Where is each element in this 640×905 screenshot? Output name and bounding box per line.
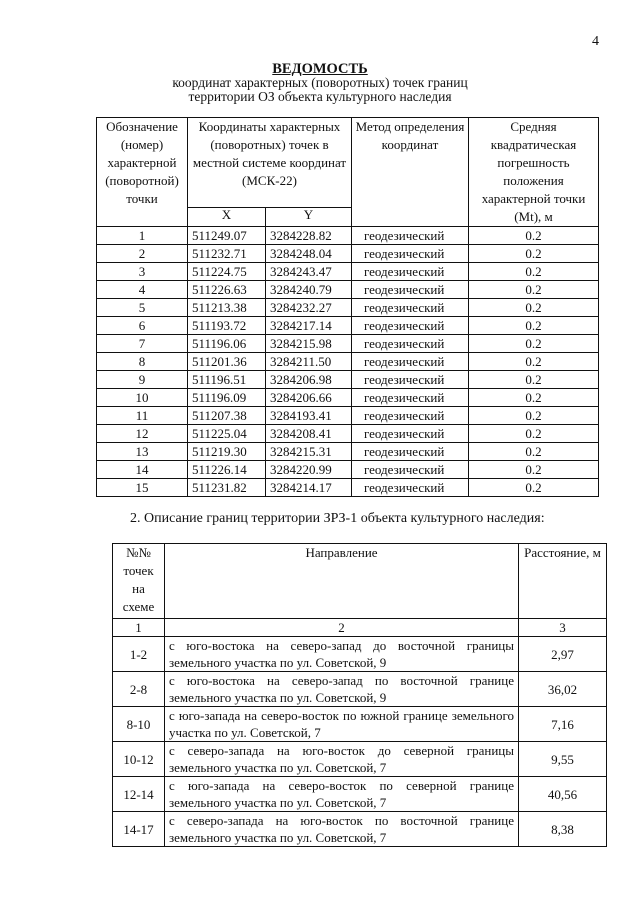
table-row	[113, 742, 607, 777]
coordinates-table-body	[97, 227, 599, 497]
coord-y: 3284243.47	[266, 263, 352, 281]
document-subtitle-line-2: территории ОЗ объекта культурного наследия	[188, 89, 452, 104]
error-mt: 0.2	[469, 335, 599, 353]
header-distance: Расстояние, м	[519, 544, 607, 619]
coord-y: 3284211.50	[266, 353, 352, 371]
borders-table	[112, 543, 607, 847]
error-mt: 0.2	[469, 479, 599, 497]
coord-x: 511196.09	[188, 389, 266, 407]
method: геодезический	[352, 371, 469, 389]
method: геодезический	[352, 389, 469, 407]
error-mt: 0.2	[469, 389, 599, 407]
point-number: 14	[97, 461, 188, 479]
coord-y: 3284206.66	[266, 389, 352, 407]
method: геодезический	[352, 227, 469, 245]
coord-x: 511207.38	[188, 407, 266, 425]
point-number: 10	[97, 389, 188, 407]
header-x: X	[188, 208, 266, 227]
point-number: 5	[97, 299, 188, 317]
coord-y: 3284206.98	[266, 371, 352, 389]
coord-y: 3284220.99	[266, 461, 352, 479]
header-points: №№ точек на схеме	[113, 544, 165, 619]
coord-x: 511196.06	[188, 335, 266, 353]
segment-distance: 9,55	[519, 742, 607, 777]
header-method: Метод определения координат	[352, 118, 469, 227]
coord-y: 3284215.31	[266, 443, 352, 461]
table-row	[97, 281, 599, 299]
coord-y: 3284217.14	[266, 317, 352, 335]
segment-points: 12-14	[113, 777, 165, 812]
coord-x: 511196.51	[188, 371, 266, 389]
table-row	[97, 353, 599, 371]
coord-y: 3284214.17	[266, 479, 352, 497]
point-number: 12	[97, 425, 188, 443]
coord-x: 511219.30	[188, 443, 266, 461]
coord-y: 3284248.04	[266, 245, 352, 263]
error-mt: 0.2	[469, 425, 599, 443]
coord-y: 3284193.41	[266, 407, 352, 425]
coord-y: 3284232.27	[266, 299, 352, 317]
table-row	[113, 812, 607, 847]
point-number: 11	[97, 407, 188, 425]
coord-x: 511231.82	[188, 479, 266, 497]
error-mt: 0.2	[469, 407, 599, 425]
segment-distance: 2,97	[519, 637, 607, 672]
coord-x: 511225.04	[188, 425, 266, 443]
coord-y: 3284215.98	[266, 335, 352, 353]
coord-x: 511201.36	[188, 353, 266, 371]
error-mt: 0.2	[469, 281, 599, 299]
coord-y: 3284208.41	[266, 425, 352, 443]
method: геодезический	[352, 479, 469, 497]
point-number: 13	[97, 443, 188, 461]
table-row	[97, 263, 599, 281]
coord-x: 511249.07	[188, 227, 266, 245]
point-number: 3	[97, 263, 188, 281]
segment-points: 10-12	[113, 742, 165, 777]
table-row	[97, 443, 599, 461]
table-row	[97, 317, 599, 335]
coord-x: 511213.38	[188, 299, 266, 317]
point-number: 1	[97, 227, 188, 245]
coord-x: 511226.63	[188, 281, 266, 299]
page-number: 4	[592, 34, 599, 49]
segment-distance: 40,56	[519, 777, 607, 812]
table-row	[97, 461, 599, 479]
error-mt: 0.2	[469, 299, 599, 317]
coord-y: 3284240.79	[266, 281, 352, 299]
segment-points: 1-2	[113, 637, 165, 672]
point-number: 15	[97, 479, 188, 497]
method: геодезический	[352, 461, 469, 479]
method: геодезический	[352, 443, 469, 461]
segment-direction: с юго-запада на северо-восток по северной границе земельного участка по ул. Советской, 7	[165, 777, 519, 812]
header-y: Y	[266, 208, 352, 227]
table-row	[97, 371, 599, 389]
table-row	[113, 672, 607, 707]
borders-table-body	[113, 637, 607, 847]
error-mt: 0.2	[469, 443, 599, 461]
index-col-2: 2	[165, 619, 519, 637]
segment-distance: 36,02	[519, 672, 607, 707]
segment-direction: с юго-востока на северо-запад по восточной границе земельного участка по ул. Советской, 9	[165, 672, 519, 707]
point-number: 7	[97, 335, 188, 353]
table-row	[97, 425, 599, 443]
segment-points: 14-17	[113, 812, 165, 847]
table-row	[113, 707, 607, 742]
segment-direction: с юго-востока на северо-запад до восточной границы земельного участка по ул. Советской, 9	[165, 637, 519, 672]
method: геодезический	[352, 353, 469, 371]
header-designation: Обозначение (номер) характерной (поворотной) точки	[97, 118, 188, 227]
point-number: 2	[97, 245, 188, 263]
method: геодезический	[352, 407, 469, 425]
header-coordinates: Координаты характерных (поворотных) точек в местной системе координат (МСК-22)	[188, 118, 352, 208]
segment-direction: с северо-запада на юго-восток по восточной границе земельного участка по ул. Советской, 7	[165, 812, 519, 847]
point-number: 6	[97, 317, 188, 335]
method: геодезический	[352, 263, 469, 281]
index-col-3: 3	[519, 619, 607, 637]
method: геодезический	[352, 281, 469, 299]
error-mt: 0.2	[469, 371, 599, 389]
table-row	[97, 299, 599, 317]
coord-y: 3284228.82	[266, 227, 352, 245]
coord-x: 511193.72	[188, 317, 266, 335]
document-subtitle-line-1: координат характерных (поворотных) точек границ	[172, 75, 468, 90]
error-mt: 0.2	[469, 263, 599, 281]
point-number: 4	[97, 281, 188, 299]
segment-distance: 8,38	[519, 812, 607, 847]
method: геодезический	[352, 425, 469, 443]
table-row	[113, 777, 607, 812]
table-row	[97, 227, 599, 245]
error-mt: 0.2	[469, 461, 599, 479]
method: геодезический	[352, 245, 469, 263]
method: геодезический	[352, 317, 469, 335]
error-mt: 0.2	[469, 317, 599, 335]
coord-x: 511226.14	[188, 461, 266, 479]
coord-x: 511224.75	[188, 263, 266, 281]
point-number: 9	[97, 371, 188, 389]
table-row	[97, 479, 599, 497]
document-heading	[0, 62, 640, 104]
header-direction: Направление	[165, 544, 519, 619]
segment-direction: с юго-запада на северо-восток по южной границе земельного участка по ул. Советской, 7	[165, 707, 519, 742]
coord-x: 511232.71	[188, 245, 266, 263]
segment-points: 8-10	[113, 707, 165, 742]
segment-distance: 7,16	[519, 707, 607, 742]
error-mt: 0.2	[469, 245, 599, 263]
index-col-1: 1	[113, 619, 165, 637]
method: геодезический	[352, 299, 469, 317]
table-row	[113, 637, 607, 672]
segment-direction: с северо-запада на юго-восток до северной границы земельного участка по ул. Советской, 7	[165, 742, 519, 777]
table-row	[97, 335, 599, 353]
header-error: Средняя квадратическая погрешность положения характерной точки (Mt), м	[469, 118, 599, 227]
section-2-title: 2. Описание границ территории ЗРЗ-1 объекта культурного наследия:	[130, 511, 545, 526]
table-row	[97, 245, 599, 263]
table-row	[97, 407, 599, 425]
error-mt: 0.2	[469, 227, 599, 245]
segment-points: 2-8	[113, 672, 165, 707]
document-title: ВЕДОМОСТЬ	[272, 61, 368, 77]
table-row	[97, 389, 599, 407]
coordinates-table	[96, 117, 599, 497]
method: геодезический	[352, 335, 469, 353]
error-mt: 0.2	[469, 353, 599, 371]
point-number: 8	[97, 353, 188, 371]
